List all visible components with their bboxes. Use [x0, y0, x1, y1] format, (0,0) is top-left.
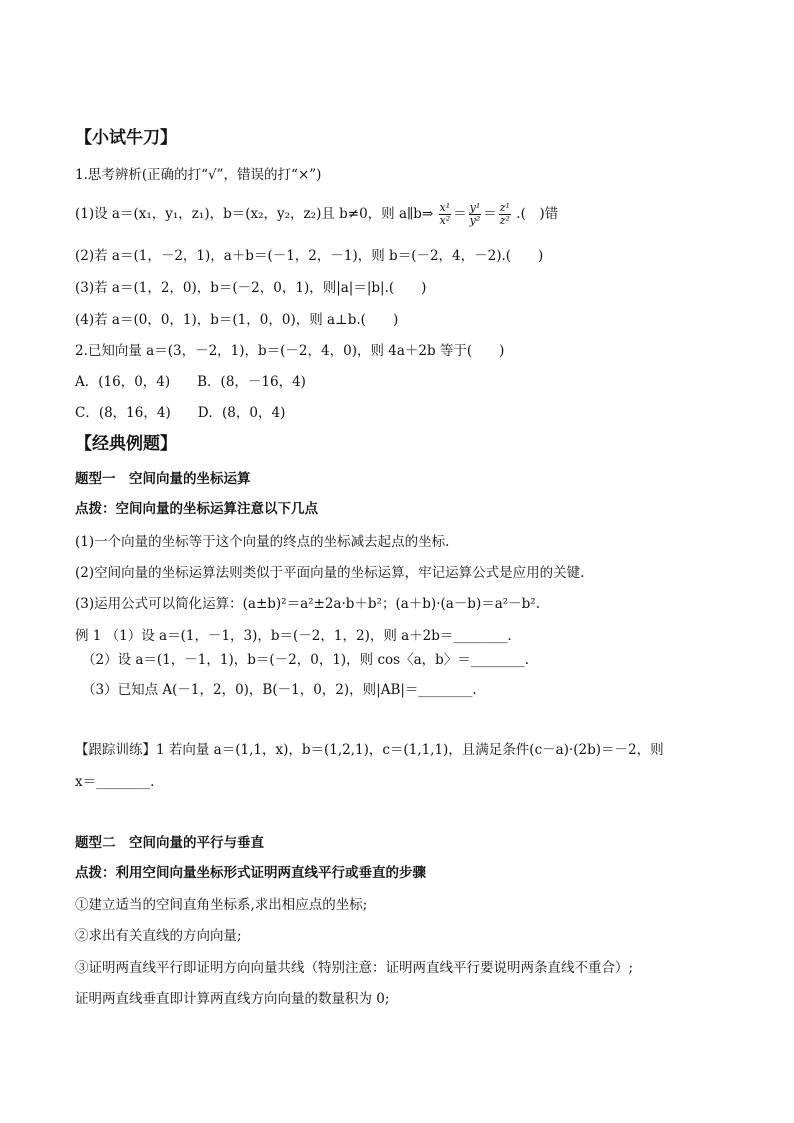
fraction-z — [499, 202, 511, 227]
type1-point2: (2)空间向量的坐标运算法则类似于平面向量的坐标运算，牢记运算公式是应用的关键. — [75, 565, 585, 581]
frac-y-den: y² — [469, 214, 481, 227]
type1-title: 题型一 空间向量的坐标运算 — [75, 471, 251, 487]
practice-q1-1: (1)设 a＝(x₁，y₁，z₁)，b＝(x₂，y₂，z₂)且 b≠0，则 a∥b⇒ $\frac{\text{x¹}}{\text{x²}}$ ＝ $\frac{\text{y¹}}{\text{y²}}$ ＝ $\frac{\text{z¹}}{\text{z²}}$ .( )错 — [75, 201, 559, 227]
type1-point3: (3)运用公式可以简化运算：(a±b)²＝a²±2a·b＋b²；(a＋b)·(a－b)＝a²－b². — [75, 596, 541, 612]
type2-step1: ①建立适当的空间直角坐标系,求出相应点的坐标; — [75, 897, 368, 913]
practice-q1-3: (3)若 a＝(1，2，0)，b＝(－2，0，1)，则|a|＝|b|.( ) — [75, 280, 427, 296]
section-title-practice: 【小试牛刀】 — [75, 128, 177, 148]
frac-z-num: z¹ — [499, 201, 510, 214]
type1-tip: 点拨：空间向量的坐标运算注意以下几点 — [75, 501, 318, 517]
fraction-x — [439, 202, 452, 227]
frac-y-num: y¹ — [469, 201, 481, 214]
type2-step2: ②求出有关直线的方向向量; — [75, 928, 242, 944]
tracking-exercise-answer: x＝________. — [75, 774, 155, 790]
practice-q1-2: (2)若 a＝(1，－2，1)，a＋b＝(－1，2，－1)，则 b＝(－2，4，－2).( ) — [75, 248, 544, 264]
practice-q1-4: (4)若 a＝(0，0，1)，b＝(1，0，0)，则 a⊥b.( ) — [75, 312, 399, 328]
example1-part2: （2）设 a＝(1，－1，1)，b＝(－2，0，1)，则 cos〈a，b〉＝________. — [82, 652, 530, 668]
frac-z-den: z² — [499, 214, 510, 227]
type2-step3: ③证明两直线平行即证明方向向量共线（特别注意：证明两直线平行要说明两条直线不重合）; — [75, 960, 634, 976]
frac-x-den: x² — [439, 214, 451, 227]
practice-q2: 2.已知向量 a＝(3，－2，1)，b＝(－2，4，0)，则 4a＋2b 等于( ) — [75, 343, 505, 359]
practice-q2-options-ab: A．(16，0，4) B．(8，－16，4) — [75, 374, 306, 390]
type2-tip: 点拨：利用空间向量坐标形式证明两直线平行或垂直的步骤 — [75, 865, 426, 881]
type2-step4: 证明两直线垂直即计算两直线方向向量的数量积为 0; — [75, 991, 390, 1007]
example1-part1: 例 1 （1）设 a＝(1，－1，3)，b＝(－2，1，2)，则 a＋2b＝________. — [75, 628, 512, 644]
type2-title: 题型二 空间向量的平行与垂直 — [75, 835, 264, 851]
section-title-examples: 【经典例题】 — [75, 434, 177, 454]
practice-q1: 1.思考辨析(正确的打“√”，错误的打“×”) — [75, 167, 322, 183]
type1-point1: (1)一个向量的坐标等于这个向量的终点的坐标减去起点的坐标. — [75, 534, 450, 550]
frac-x-num: x¹ — [439, 201, 451, 214]
tracking-exercise: 【跟踪训练】1 若向量 a＝(1,1，x)，b＝(1,2,1)，c＝(1,1,1)，且满足条件(c－a)·(2b)＝－2，则 — [75, 742, 664, 758]
example1-part3: （3）已知点 A(－1，2，0)，B(－1，0，2)，则|AB|＝________. — [82, 682, 477, 698]
fraction-y — [469, 202, 482, 227]
q1-1-suffix: .( )错 — [516, 206, 559, 222]
q1-1-prefix: (1)设 a＝(x₁，y₁，z₁)，b＝(x₂，y₂，z₂)且 b≠0，则 a∥b⇒ — [75, 206, 434, 222]
practice-q2-options-cd: C．(8，16，4) D．(8，0，4) — [75, 405, 286, 421]
